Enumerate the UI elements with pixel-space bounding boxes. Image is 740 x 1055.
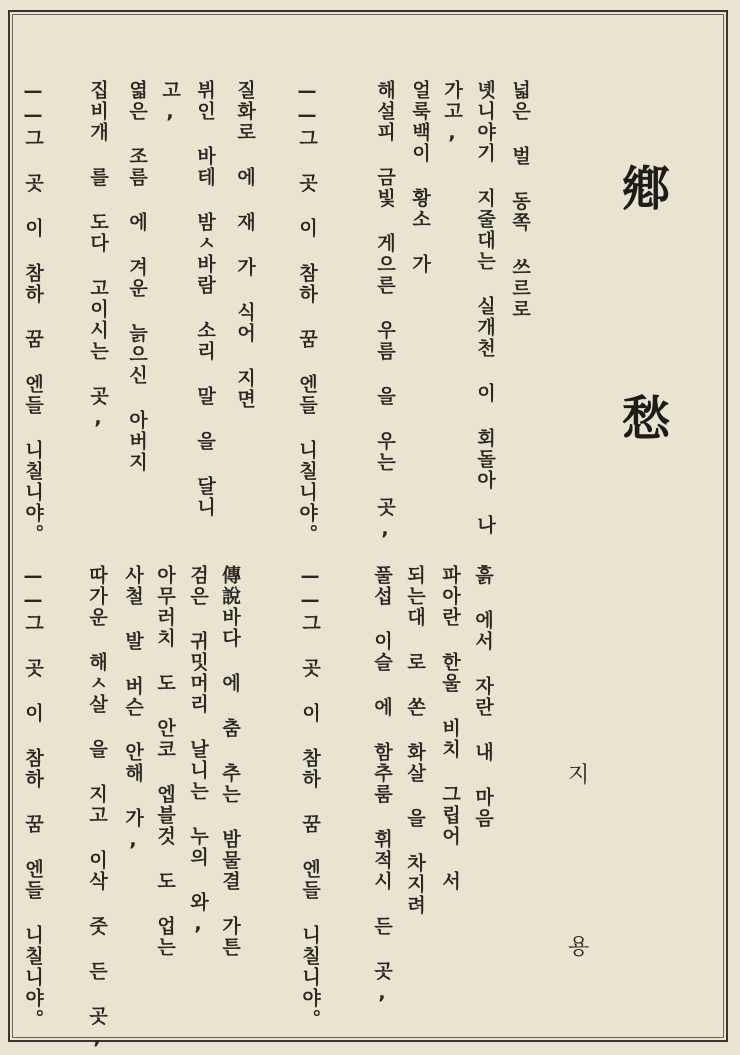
title-char-1: 鄕 xyxy=(622,161,671,217)
poem-line: 고, xyxy=(159,80,181,125)
poem-line: 넓은 벌 동쪽 쓰르로 xyxy=(509,80,531,320)
poem-line: 흙 에서 자란 내 마음 xyxy=(472,565,494,829)
poem-line: 풀섭 이슬 에 함추룸 휘적시 든 곳, xyxy=(371,565,393,1006)
poem-line: ——그 곳 이 참하 꿈 엔들 니칠니야。 xyxy=(22,565,44,1030)
poem-line: 아무러치 도 안코 엡블것 도 업는 xyxy=(154,565,176,958)
poem-line: 사철 발 버슨 안해 가, xyxy=(122,565,144,853)
poem-line: 따가운 해ㅅ살 을 지고 이삭 줏 든 곳, xyxy=(86,565,108,1051)
poem-line: 질화로 에 재 가 식어 지면 xyxy=(234,80,256,410)
title-char-2: 愁 xyxy=(622,391,671,447)
poem-line: 되는대 로 쏜 화살 을 차지려 xyxy=(404,565,426,916)
poem-line: 해설피 금빛 게으른 우름 을 우는 곳, xyxy=(374,80,396,542)
author-part-1: 지 xyxy=(568,763,590,788)
poem-line: 파아란 한울 비치 그립어 서 xyxy=(439,565,461,892)
poem-line: 검은 귀밋머리 날니는 누의 와, xyxy=(187,565,209,937)
poem-line: 얼룩백이 황소 가 xyxy=(409,80,431,275)
poem-line: 가고, xyxy=(441,80,463,146)
poem-line: 傳說바다 에 춤 추는 밤물결 가튼 xyxy=(219,565,241,958)
page-border-inner xyxy=(12,14,724,1038)
poem-line: ——그 곳 이 참하 꿈 엔들 니칠니야。 xyxy=(296,80,318,545)
poem-line: 녯니야기 지줄대는 실개천 이 회돌아 나 xyxy=(474,80,496,536)
poem-line: ——그 곳 이 참하 꿈 엔들 니칠니야。 xyxy=(299,565,321,1030)
poem-line: 집비개 를 도다 고이시는 곳, xyxy=(87,80,109,431)
poem-line: 뷔인 바테 밤ㅅ바람 소리 말 을 달니 xyxy=(194,80,216,518)
author-part-2: 용 xyxy=(568,935,590,960)
poem-line: 엷은 조름 에 겨운 늙으신 아버지 xyxy=(126,80,148,473)
poem-line: ——그 곳 이 참하 꿈 엔들 니칠니야。 xyxy=(22,80,44,545)
